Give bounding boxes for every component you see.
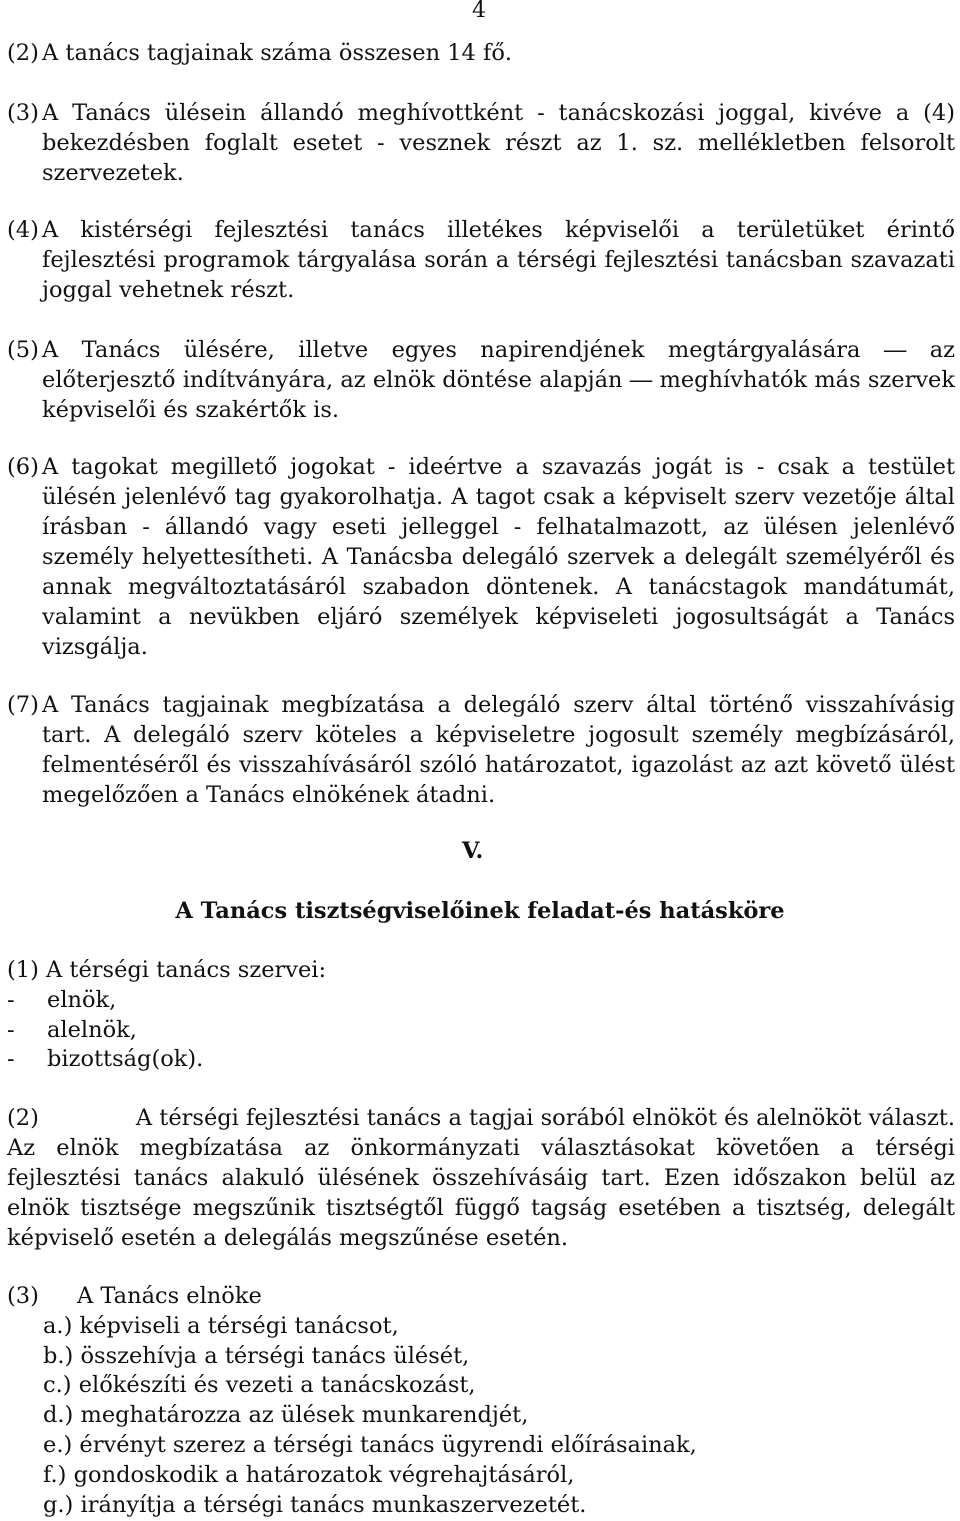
list-item: - elnök, (7, 986, 117, 1013)
paragraph-text: A kistérségi fejlesztési tanács illetékes képviselői a területüket érintő fejlesztési programok tárgyalása során a térségi fejlesztési tanácsban szavazati joggal vehetnek részt. (42, 217, 955, 303)
first-line (7, 1103, 955, 1133)
list-item: - bizottság(ok). (7, 1046, 204, 1073)
paragraph-number: (5) (7, 337, 39, 363)
section-title: A Tanács tisztségviselőinek feladat-és hatásköre (175, 898, 785, 924)
list-item: b.) összehívja a térségi tanács ülését, (43, 1342, 470, 1369)
paragraph-4 (7, 215, 955, 305)
list-intro: (1) A térségi tanács szervei: (7, 957, 327, 983)
paragraph-number: (2) (7, 40, 39, 66)
list-item: f.) gondoskodik a határozatok végrehajtásáról, (43, 1461, 575, 1488)
chairman-duties (7, 1282, 697, 1520)
list-item: g.) irányítja a térségi tanács munkaszervezetét. (43, 1491, 587, 1518)
paragraph-chairman-election (7, 1103, 955, 1253)
paragraph-2 (7, 38, 955, 68)
paragraph-number: (3) (7, 100, 39, 126)
page-number: 4 (472, 0, 486, 23)
list-item: e.) érvényt szerez a térségi tanács ügyrendi előírásainak, (43, 1431, 697, 1458)
paragraph-3 (7, 98, 955, 188)
paragraph-text: A Tanács ülésein állandó meghívottként - tanácskozási joggal, kivéve a (4) bekezdésben foglalt esetet - vesznek részt az 1. sz. mellékletben felsorolt szervezetek. (42, 100, 955, 186)
paragraph-6 (7, 452, 955, 662)
paragraph-first-line: A térségi fejlesztési tanács a tagjai sorából elnököt és alelnököt választ. (135, 1105, 955, 1131)
paragraph-number: (7) (7, 692, 39, 718)
list-item: a.) képviseli a térségi tanácsot, (43, 1312, 399, 1339)
document-page: 4 (2) A tanács tagjainak száma összesen 14 fő. (3) A Tanács ülésein állandó meghívottként - tanácskozási joggal, kivéve a (4) bekezdésben foglalt esetet - vesznek részt az 1. sz. mellékletben felsorolt szervezetek. (4) A kistérségi fejlesztési tanács illetékes képviselői a területüket érintő fejlesztési programok tárgyalása során a térségi fejlesztési tanácsban szavazati joggal vehetnek részt. (5) A Tanács ülésére, illetve egyes napirendjének megtárgyalására ― az előterjesztő indítványára, az elnök döntése alapján ― meghívhatók más szervek képviselői és szakértők is. (6) A tagokat megillető jogokat - ideértve a szavazás jogát is - csak a testület ülésén jelenlévő tag gyakorolhatja. A tagot csak a képviselt szerv vezetője által írásban - állandó vagy eseti jelleggel - felhatalmazott, az ülésen jelenlévő személy helyettesítheti. A Tanácsba delegáló szervek a delegált személyéről és annak megváltoztatásáról szabadon döntenek. A tanácstagok mandátumát, valamint a nevükben eljáró személyek képviseleti jogosultságát a Tanács vizsgálja. (7) A Tanács tagjainak megbízatása a delegáló szerv által történő visszahívásig tart. A delegáló szerv köteles a képviseletre jogosult személy megbízásáról, felmentéséről és visszahívásáról szóló határozatot, igazolást az azt követő ülést megelőzően a Tanács elnökének átadni. V. A Tanács tisztségviselőinek feladat-és hatásköre (1) A térségi tanács szervei: - elnök, - alelnök, - bizottság(ok). (2) A térségi fejlesztési tanács a tagjai sorából elnököt és alelnököt választ. Az elnök megbízatása az önkormányzati választásokat követően a térségi fejlesztési tanács alakuló ülésének összehívásáig tart. Ezen időszakon belül az elnök tisztsége megszűnik tisztségtől függő tagság esetében a tisztség, delegált képviselő esetén a delegálás megszűnése esetén. (3) A Tanács elnöke a.) képviseli a térségi tanácsot, b.) összehívja a térségi tanács ülését, c.) előkészíti és vezeti a tanácskozást, d.) meghatározza az ülések munkarendjét, e.) érvényt szerez a térségi tanács ügyrendi előírásainak, f.) gondoskodik a határozatok végrehajtásáról, g.) irányítja a térségi tanács munkaszervezetét. (0, 0, 960, 1521)
paragraph-text: A Tanács tagjainak megbízatása a delegáló szerv által történő visszahívásig tart. A delegáló szerv köteles a képviseletre jogosult személy megbízásáról, felmentéséről és visszahívásáról szóló határozatot, igazolást az azt követő ülést megelőzően a Tanács elnökének átadni. (42, 692, 955, 808)
organs-list (7, 956, 326, 1075)
paragraph-number: (4) (7, 217, 39, 243)
paragraph-5 (7, 335, 955, 425)
list-item: - alelnök, (7, 1016, 137, 1043)
paragraph-number: (6) (7, 454, 39, 480)
list-item: d.) meghatározza az ülések munkarendjét, (43, 1402, 529, 1429)
list-intro: (3) A Tanács elnöke (7, 1283, 262, 1309)
paragraph-text: A Tanács ülésére, illetve egyes napirendjének megtárgyalására ― az előterjesztő indítványára, az elnök döntése alapján ― meghívhatók más szervek képviselői és szakértők is. (42, 337, 955, 423)
paragraph-text: A tagokat megillető jogokat - ideértve a szavazás jogát is - csak a testület ülésén jelenlévő tag gyakorolhatja. A tagot csak a képviselt szerv vezetője által írásban - állandó vagy eseti jelleggel - felhatalmazott, az ülésen jelenlévő személy helyettesítheti. A Tanácsba delegáló szervek a delegált személyéről és annak megváltoztatásáról szabadon döntenek. A tanácstagok mandátumát, valamint a nevükben eljáró személyek képviseleti jogosultságát a Tanács vizsgálja. (42, 454, 955, 660)
paragraph-number: (2) (7, 1105, 39, 1131)
paragraph-text: A tanács tagjainak száma összesen 14 fő. (42, 40, 513, 66)
paragraph-text: Az elnök megbízatása az önkormányzati választásokat követően a térségi fejlesztési tanács alakuló ülésének összehívásáig tart. Ezen időszakon belül az elnök tisztsége megszűnik tisztségtől függő tagság esetében a tisztség, delegált képviselő esetén a delegálás megszűnése esetén. (7, 1135, 955, 1251)
list-item: c.) előkészíti és vezeti a tanácskozást, (43, 1372, 476, 1399)
paragraph-7 (7, 690, 955, 810)
